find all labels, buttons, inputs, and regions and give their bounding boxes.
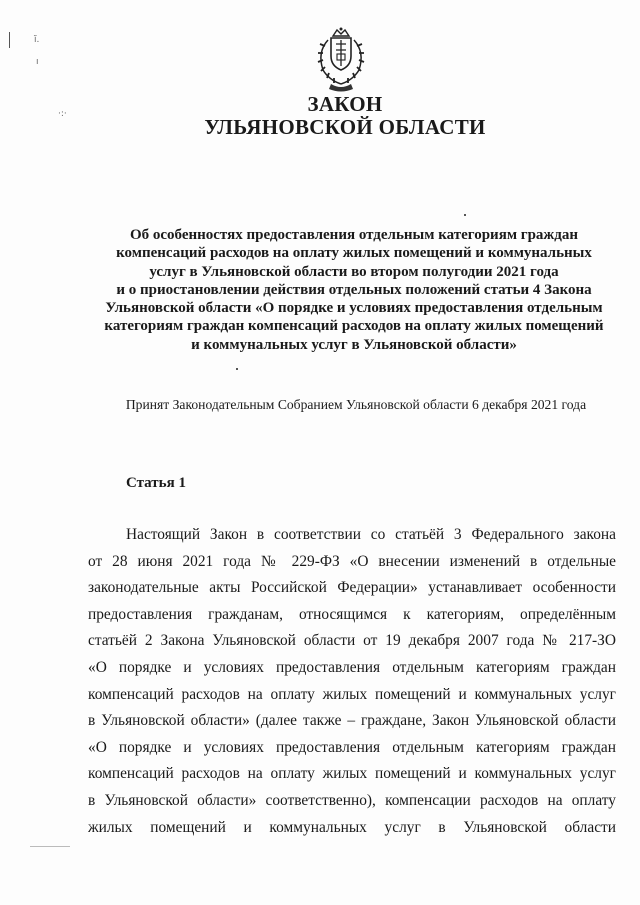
body-line: компенсаций расходов на оплату жилых помещений и коммунальных услуг — [88, 685, 616, 703]
law-title-line-1: ЗАКОН — [307, 92, 383, 116]
scan-mark — [9, 32, 10, 48]
scan-dot — [464, 214, 466, 216]
body-line: Настоящий Закон в соответствии со статьёй 3 Федерального закона — [126, 526, 616, 543]
subject-line: и о приостановлении действия отдельных положений статьи 4 Закона — [116, 281, 592, 298]
subject-line: компенсаций расходов на оплату жилых помещений и коммунальных — [116, 245, 592, 262]
body-line: компенсаций расходов на оплату жилых помещений и коммунальных услуг — [88, 765, 616, 783]
scan-dot — [236, 368, 238, 370]
ulyanovsk-oblast-coat-of-arms-icon — [311, 26, 371, 92]
law-title-line-2: УЛЬЯНОВСКОЙ ОБЛАСТИ — [204, 115, 486, 139]
body-line: в Ульяновской области» (далее также – граждане, Закон Ульяновской области — [88, 712, 616, 730]
body-line: законодательные акты Российской Федерации» устанавливает особенности — [88, 579, 616, 597]
subject-line: Об особенностях предоставления отдельным категориям граждан — [129, 227, 579, 243]
body-line: от 28 июня 2021 года № 229-ФЗ «О внесении изменений в отдельные — [88, 552, 616, 570]
body-line: «О порядке и условиях предоставления отдельным категориям граждан — [88, 658, 616, 676]
article-heading: Статья 1 — [126, 475, 186, 491]
article-body — [88, 522, 616, 841]
scan-dot — [30, 846, 70, 847]
body-line: статьёй 2 Закона Ульяновской области от 19 декабря 2007 года № 217-ЗО — [88, 632, 616, 650]
scan-speck: ĭ. — [34, 35, 40, 45]
subject-line: услуг в Ульяновской области во втором полугодии 2021 года — [149, 263, 559, 280]
scan-speck: ı — [36, 57, 39, 67]
scan-speck: ·:· — [58, 109, 67, 119]
adoption-note: Принят Законодательным Собранием Ульяновской области 6 декабря 2021 года — [125, 397, 587, 412]
body-line: «О порядке и условиях предоставления отдельным категориям граждан — [88, 738, 616, 756]
body-line: в Ульяновской области» соответственно), компенсации расходов на оплату — [88, 791, 616, 809]
subject-line: Ульяновской области «О порядке и условиях предоставления отдельным — [105, 300, 603, 317]
body-line: предоставления гражданам, относящимся к категориям, определённым — [88, 605, 616, 623]
subject-line: и коммунальных услуг в Ульяновской области» — [191, 336, 517, 353]
body-line: жилых помещений и коммунальных услуг в Ульяновской области — [88, 818, 616, 836]
subject-line: категориям граждан компенсаций расходов на оплату жилых помещений — [104, 318, 604, 335]
law-subject-heading — [88, 226, 620, 354]
